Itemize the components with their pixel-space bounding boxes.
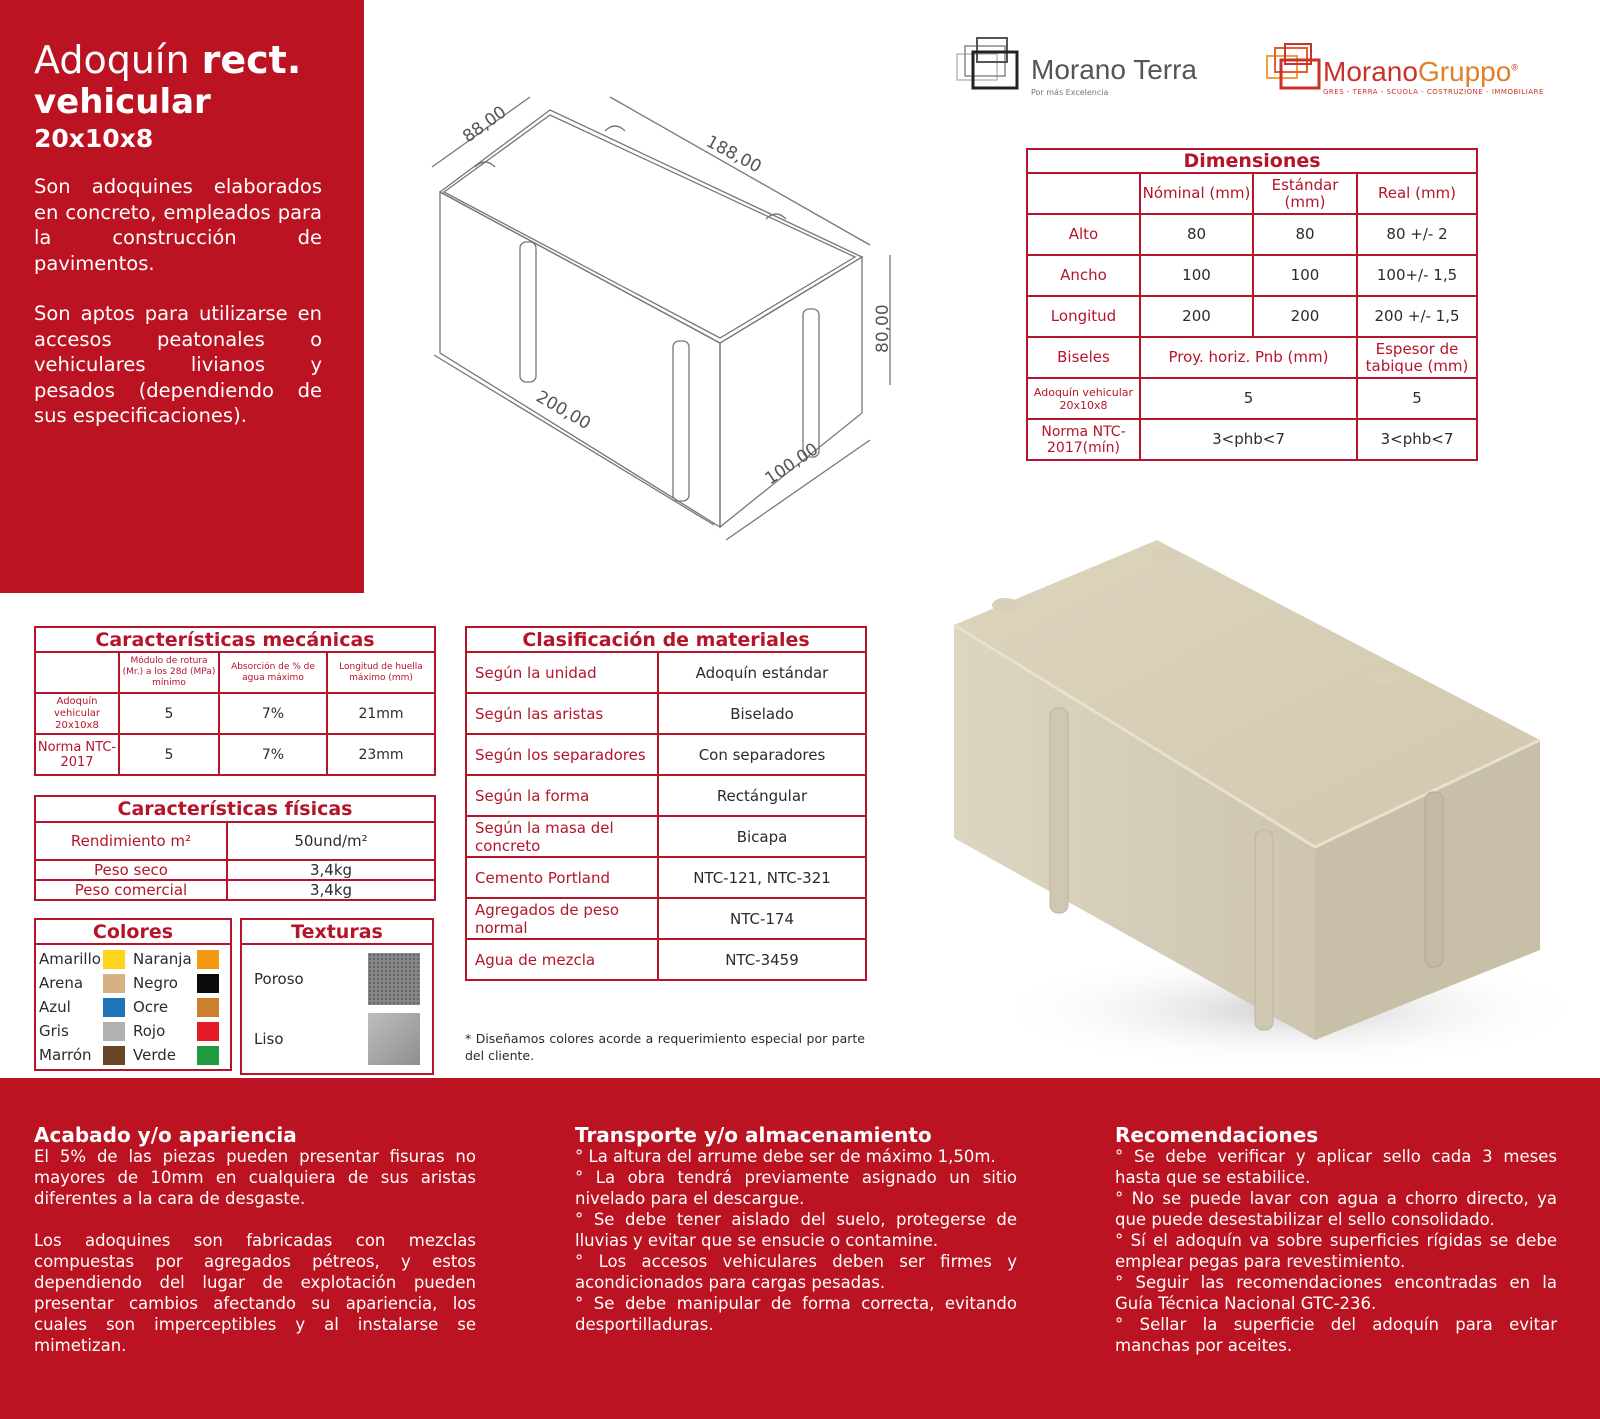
biseles-header-1: Proy. horiz. Pnb (mm) — [1140, 337, 1357, 378]
cell: Adoquín estándar — [658, 652, 866, 693]
cell: 200 — [1140, 296, 1253, 337]
row-label: Según la unidad — [466, 652, 658, 693]
recommendation-item: ° Sí el adoquín va sobre superficies rígidas se debe emplear pegas para revestimiento. — [1115, 1231, 1557, 1271]
cell: 3,4kg — [227, 860, 435, 880]
dim-width-bottom: 100,00 — [761, 439, 823, 490]
textures-list — [241, 944, 433, 1074]
cell: 21mm — [327, 693, 435, 734]
description-2: Son aptos para utilizarse en accesos peatonales o vehiculares livianos y pesados (dependiendo de sus especificaciones). — [34, 302, 322, 427]
row-label: Peso comercial — [35, 880, 227, 900]
color-note: * Diseñamos colores acorde a requerimiento especial por parte del cliente. — [465, 1031, 865, 1063]
row-label: Agregados de peso normal — [466, 898, 658, 939]
cell: 80 — [1253, 214, 1357, 255]
row-label: Agua de mezcla — [466, 939, 658, 980]
recommendations-section — [1115, 1124, 1557, 1356]
morano-gruppo-mark-icon — [1265, 42, 1325, 92]
row-label: Según los separadores — [466, 734, 658, 775]
cell: 23mm — [327, 734, 435, 775]
color-item — [133, 1043, 227, 1067]
color-item — [39, 947, 133, 971]
hero-panel — [0, 0, 364, 593]
texture-smooth-swatch — [368, 1013, 420, 1065]
cell: NTC-121, NTC-321 — [658, 857, 866, 898]
terra-name: Morano Terra — [1031, 54, 1198, 85]
cell: 200 — [1253, 296, 1357, 337]
row-label: Ancho — [1027, 255, 1140, 296]
transport-item: ° Se debe manipular de forma correcta, evitando desportilladuras. — [575, 1294, 1017, 1334]
color-name: Negro — [133, 974, 178, 992]
color-item — [133, 971, 227, 995]
gruppo-name — [1323, 56, 1518, 88]
color-item — [133, 995, 227, 1019]
row-label: Según las aristas — [466, 693, 658, 734]
color-item — [39, 1019, 133, 1043]
mechanical-title: Características mecánicas — [35, 627, 435, 652]
cell: 7% — [219, 693, 327, 734]
cell: 100 — [1253, 255, 1357, 296]
color-swatch — [103, 950, 125, 969]
dim-width-top: 88,00 — [459, 102, 511, 148]
transport-item: ° La obra tendrá previamente asignado un sitio nivelado para el descargue. — [575, 1168, 1017, 1208]
dim-length-top: 188,00 — [702, 131, 765, 178]
cell: Bicapa — [658, 816, 866, 857]
row-label: Norma NTC-2017(mín) — [1027, 419, 1140, 460]
recommendation-item: ° Seguir las recomendaciones encontradas en la Guía Técnica Nacional GTC-236. — [1115, 1273, 1557, 1313]
cell: NTC-174 — [658, 898, 866, 939]
gruppo-tagline: GRES - TERRA - SCUOLA - COSTRUZIONE - IMMOBILIARE — [1323, 88, 1544, 96]
technical-drawing — [430, 95, 930, 545]
transport-section — [575, 1124, 1017, 1335]
info-band — [0, 1078, 1600, 1419]
color-name: Marrón — [39, 1046, 92, 1064]
color-swatch — [197, 998, 219, 1017]
product-render — [930, 540, 1580, 1070]
color-swatch — [197, 950, 219, 969]
header-huella: Longitud de huella máximo (mm) — [327, 652, 435, 693]
row-label: Norma NTC-2017 — [35, 734, 119, 775]
texture-name: Poroso — [254, 970, 304, 988]
colors-table — [34, 918, 232, 1071]
cell: 100 — [1140, 255, 1253, 296]
color-swatch — [197, 974, 219, 993]
biseles-header-2: Espesor de tabique (mm) — [1357, 337, 1477, 378]
cell: Con separadores — [658, 734, 866, 775]
morano-terra-mark-icon — [955, 36, 1031, 96]
empty-corner — [35, 652, 119, 693]
product-size: 20x10x8 — [34, 124, 154, 153]
textures-table — [240, 918, 434, 1075]
row-label: Adoquín vehicular 20x10x8 — [35, 693, 119, 734]
cell: 80 — [1140, 214, 1253, 255]
recommendations-title: Recomendaciones — [1115, 1123, 1319, 1147]
row-label: Longitud — [1027, 296, 1140, 337]
dimensions-title: Dimensiones — [1027, 149, 1477, 173]
color-name: Arena — [39, 974, 84, 992]
gruppo-name-1: Morano — [1323, 56, 1418, 87]
textures-title: Texturas — [241, 919, 433, 944]
empty-corner — [1027, 173, 1140, 214]
texture-item — [254, 949, 420, 1009]
row-label: Rendimiento m² — [35, 822, 227, 860]
cell: Biselado — [658, 693, 866, 734]
color-swatch — [103, 974, 125, 993]
finish-text-1: El 5% de las piezas pueden presentar fisuras no mayores de 10mm en cualquiera de sus aristas diferentes a la cara de desgaste. — [34, 1147, 476, 1208]
header-modulo: Módulo de rotura (Mr.) a los 28d (MPa) mínimo — [119, 652, 219, 693]
color-item — [133, 947, 227, 971]
cell: 80 +/- 2 — [1357, 214, 1477, 255]
title-light: Adoquín — [34, 38, 190, 82]
color-name: Azul — [39, 998, 71, 1016]
cell: 50und/m² — [227, 822, 435, 860]
color-name: Naranja — [133, 950, 192, 968]
gruppo-registered-mark: ® — [1511, 62, 1518, 73]
morano-gruppo-logo — [1265, 34, 1545, 102]
cell: 100+/- 1,5 — [1357, 255, 1477, 296]
color-swatch — [103, 1022, 125, 1041]
row-label: Peso seco — [35, 860, 227, 880]
biseles-label: Biseles — [1027, 337, 1140, 378]
classification-title: Clasificación de materiales — [466, 627, 866, 652]
header-nominal: Nóminal (mm) — [1140, 173, 1253, 214]
row-label: Cemento Portland — [466, 857, 658, 898]
finish-text-2: Los adoquines son fabricadas con mezclas compuestas por agregados pétreos, y estos dependiendo del lugar de explotación pueden presentar cambios afectando su apariencia, los cuales son imperceptibles y al instalarse se mimetizan. — [34, 1231, 476, 1355]
cell: Rectángular — [658, 775, 866, 816]
header-estandar: Estándar (mm) — [1253, 173, 1357, 214]
finish-section — [34, 1124, 476, 1356]
row-label: Alto — [1027, 214, 1140, 255]
colors-list — [35, 944, 231, 1070]
physical-table — [34, 795, 436, 901]
cell: 7% — [219, 734, 327, 775]
texture-item — [254, 1009, 420, 1069]
color-name: Amarillo — [39, 950, 101, 968]
color-name: Rojo — [133, 1022, 166, 1040]
header-real: Real (mm) — [1357, 173, 1477, 214]
classification-table — [465, 626, 867, 981]
texture-porous-swatch — [368, 953, 420, 1005]
description-1: Son adoquines elaborados en concreto, empleados para la construcción de pavimentos. — [34, 175, 322, 275]
color-swatch — [103, 1046, 125, 1065]
physical-title: Características físicas — [35, 796, 435, 822]
texture-name: Liso — [254, 1030, 284, 1048]
color-swatch — [197, 1046, 219, 1065]
row-label: Según la forma — [466, 775, 658, 816]
dim-height: 80,00 — [873, 304, 893, 353]
dimensions-table — [1026, 148, 1478, 461]
transport-item: ° Se debe tener aislado del suelo, protegerse de lluvias y evitar que se ensucie o contamine. — [575, 1210, 1017, 1250]
recommendation-item: ° No se puede lavar con agua a chorro directo, ya que puede desestabilizar el sello consolidado. — [1115, 1189, 1557, 1229]
transport-item: ° La altura del arrume debe ser de máximo 1,50m. — [575, 1147, 996, 1166]
cell: 5 — [1357, 378, 1477, 419]
mechanical-table — [34, 626, 436, 776]
recommendation-item: ° Se debe verificar y aplicar sello cada 3 meses hasta que se estabilice. — [1115, 1147, 1557, 1187]
product-title — [34, 38, 322, 82]
dim-length-bottom: 200,00 — [532, 387, 595, 435]
color-item — [39, 995, 133, 1019]
color-name: Verde — [133, 1046, 176, 1064]
color-item — [39, 971, 133, 995]
row-label: Adoquín vehicular 20x10x8 — [1027, 378, 1140, 419]
cell: 3,4kg — [227, 880, 435, 900]
product-title-line2: vehicular — [34, 82, 211, 122]
color-name: Gris — [39, 1022, 69, 1040]
gruppo-name-2: Gruppo — [1417, 56, 1512, 87]
color-swatch — [197, 1022, 219, 1041]
cell: 5 — [1140, 378, 1357, 419]
color-item — [133, 1019, 227, 1043]
transport-item: ° Los accesos vehiculares deben ser firmes y acondicionados para cargas pesadas. — [575, 1252, 1017, 1292]
header-absorcion: Absorción de % de agua máximo — [219, 652, 327, 693]
color-swatch — [103, 998, 125, 1017]
cell: 3<phb<7 — [1357, 419, 1477, 460]
color-name: Ocre — [133, 998, 169, 1016]
cell: 200 +/- 1,5 — [1357, 296, 1477, 337]
cell: NTC-3459 — [658, 939, 866, 980]
color-item — [39, 1043, 133, 1067]
row-label: Según la masa del concreto — [466, 816, 658, 857]
recommendation-item: ° Sellar la superficie del adoquín para evitar manchas por aceites. — [1115, 1315, 1557, 1355]
cell: 3<phb<7 — [1140, 419, 1357, 460]
finish-title: Acabado y/o apariencia — [34, 1123, 297, 1147]
transport-title: Transporte y/o almacenamiento — [575, 1123, 932, 1147]
morano-terra-logo — [955, 34, 1225, 102]
colors-title: Colores — [35, 919, 231, 944]
terra-tagline: Por más Excelencia — [1031, 88, 1109, 97]
cell: 5 — [119, 734, 219, 775]
title-bold: rect. — [201, 38, 302, 82]
cell: 5 — [119, 693, 219, 734]
